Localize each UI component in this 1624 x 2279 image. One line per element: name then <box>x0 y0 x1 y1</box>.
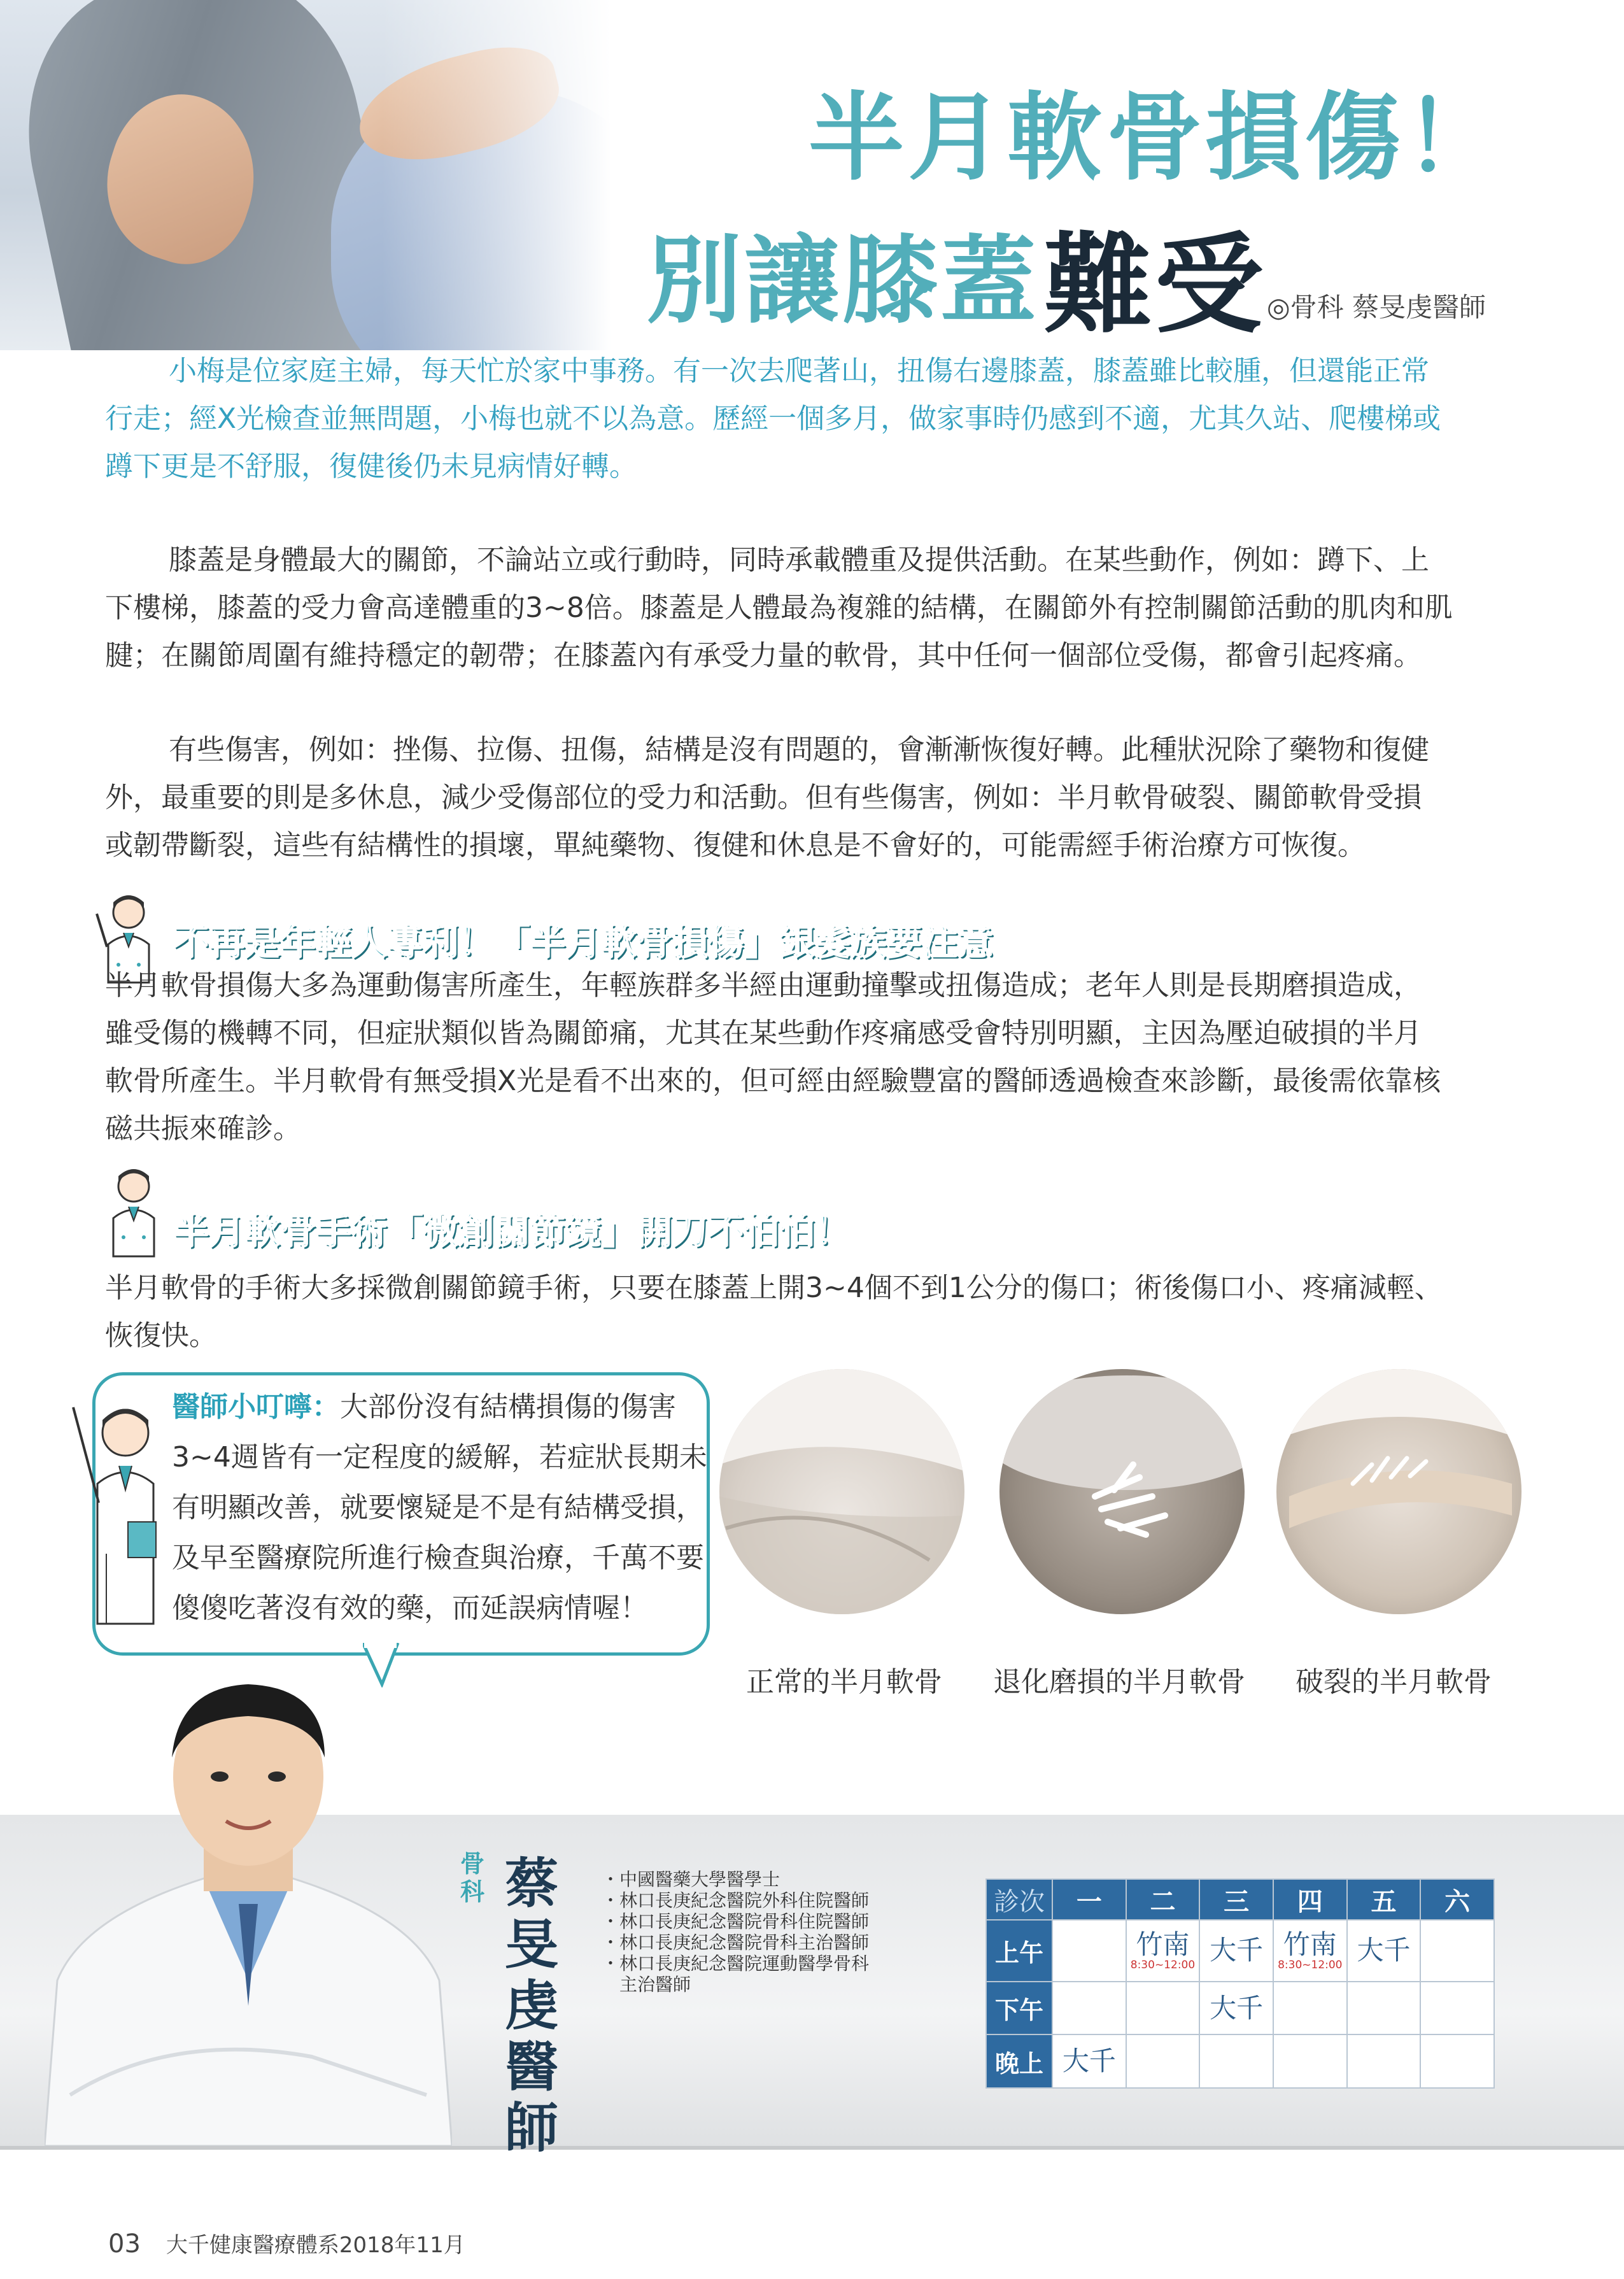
clinic-schedule-table <box>985 1878 1495 2089</box>
tip-line: 傻傻吃著沒有效的藥，而延誤病情喔！ <box>172 1592 648 1624</box>
credential-item: 主治醫師 <box>602 1974 691 1995</box>
schedule-cell: 大千 <box>1347 1920 1421 1982</box>
article-title-line1: 半月軟骨損傷！ <box>808 83 1504 194</box>
schedule-session-label: 晚上 <box>986 2034 1052 2088</box>
credential-item: ・林口長庚紀念醫院外科住院醫師 <box>602 1890 870 1911</box>
intro-line: 蹲下更是不舒服，復健後仍未見病情好轉。 <box>105 450 637 483</box>
caption-torn: 破裂的半月軟骨 <box>1296 1666 1492 1698</box>
body-line: 軟骨所產生。半月軟骨有無受損X光是看不出來的，但可經由經驗豐富的醫師透過檢查來診斷，最後需依靠核 <box>105 1065 1441 1097</box>
intro-line: 小梅是位家庭主婦，每天忙於家中事務。有一次去爬著山，扭傷右邊膝蓋，膝蓋雖比較腫，但還能正常 <box>169 355 1429 387</box>
schedule-cell <box>1126 1982 1200 2035</box>
schedule-cell <box>1420 1920 1494 1982</box>
body-line: 恢復快。 <box>105 1319 217 1352</box>
body-line: 腱；在關節周圍有維持穩定的韌帶；在膝蓋內有承受力量的軟骨，其中任何一個部位受傷，都會引起疼痛。 <box>105 639 1422 672</box>
schedule-row-morning <box>986 1920 1494 1982</box>
schedule-cell <box>1273 2034 1347 2088</box>
doctor-cartoon-icon <box>95 1162 172 1258</box>
doctor-name: 蔡旻虔醫師 <box>504 1852 558 2159</box>
article-title-line2-dark: 難受 <box>1044 222 1266 348</box>
section-1-paragraph <box>105 962 1518 1153</box>
body-line: 膝蓋是身體最大的關節，不論站立或行動時，同時承載體重及提供活動。在某些動作，例如：蹲下、上 <box>169 544 1429 576</box>
body-paragraph-2 <box>105 726 1518 869</box>
schedule-day: 三 <box>1199 1879 1273 1920</box>
schedule-cell: 竹南 8:30~12:00 <box>1126 1920 1200 1982</box>
body-line: 下樓梯，膝蓋的受力會高達體重的3~8倍。膝蓋是人體最為複雜的結構，在關節外有控制關節活動的肌肉和肌 <box>105 592 1453 624</box>
schedule-row-afternoon <box>986 1982 1494 2035</box>
section-heading-1: 不再是年輕人專利！「半月軟骨損傷」銀髮族要注意 <box>173 922 993 963</box>
caption-degenerated: 退化磨損的半月軟骨 <box>993 1666 1245 1698</box>
tip-line: 大部份沒有結構損傷的傷害 <box>340 1391 676 1423</box>
intro-line: 行走；經X光檢查並無問題，小梅也就不以為意。歷經一個多月，做家事時仍感到不適，尤其久站、爬樓梯或 <box>105 402 1441 435</box>
tip-line: 有明顯改善，就要懷疑是不是有結構受損， <box>172 1491 704 1524</box>
credential-item: ・林口長庚紀念醫院骨科主治醫師 <box>602 1932 870 1953</box>
hero-photo-knee-pain <box>0 0 611 350</box>
tip-line: 3~4週皆有一定程度的緩解，若症狀長期未 <box>172 1441 707 1473</box>
credential-item: ・林口長庚紀念醫院運動醫學骨科 <box>602 1953 870 1974</box>
schedule-cell <box>1052 1920 1126 1982</box>
schedule-cell <box>1347 1982 1421 2035</box>
publication-name: 大千健康醫療體系2018年11月 <box>166 2233 465 2258</box>
body-line: 外，最重要的則是多休息，減少受傷部位的受力和活動。但有些傷害，例如：半月軟骨破裂、關節軟骨受損 <box>105 781 1422 814</box>
author-byline: ◎骨科 蔡旻虔醫師 <box>1267 292 1486 323</box>
page-number: 03 <box>108 2229 141 2259</box>
arthroscopy-photo-normal <box>719 1369 964 1614</box>
body-line: 半月軟骨的手術大多採微創關節鏡手術，只要在膝蓋上開3~4個不到1公分的傷口；術後傷口小、疼痛減輕、 <box>105 1272 1443 1304</box>
schedule-cell <box>1420 2034 1494 2088</box>
body-line: 有些傷害，例如：挫傷、拉傷、扭傷，結構是沒有問題的，會漸漸恢復好轉。此種狀況除了藥物和復健 <box>169 734 1429 766</box>
schedule-day: 五 <box>1347 1879 1421 1920</box>
section-heading-2: 半月軟骨手術「微創關節鏡」開刀不怕怕！ <box>173 1211 851 1253</box>
intro-paragraph <box>105 347 1518 490</box>
body-paragraph-1 <box>105 536 1518 679</box>
schedule-row-evening <box>986 2034 1494 2088</box>
schedule-session-label: 下午 <box>986 1982 1052 2035</box>
body-line: 半月軟骨損傷大多為運動傷害所產生，年輕族群多半經由運動撞擊或扭傷造成；老年人則是長期磨損造成， <box>105 969 1422 1002</box>
schedule-cell <box>1052 1982 1126 2035</box>
body-line: 磁共振來確診。 <box>105 1112 301 1145</box>
doctor-pointer-cartoon-icon <box>67 1395 169 1630</box>
arthroscopy-photo-torn <box>1276 1369 1522 1614</box>
credential-item: ・林口長庚紀念醫院骨科住院醫師 <box>602 1911 870 1932</box>
body-line: 雖受傷的機轉不同，但症狀類似皆為關節痛，尤其在某些動作疼痛感受會特別明顯，主因為壓迫破損的半月 <box>105 1017 1422 1049</box>
article-title-line2-teal: 別讓膝蓋 <box>646 226 1039 337</box>
tip-label: 醫師小叮嚀： <box>172 1391 340 1423</box>
section-2-paragraph <box>105 1264 1518 1360</box>
schedule-cell <box>1126 2034 1200 2088</box>
page-footer <box>108 2227 465 2259</box>
doctor-department: 骨科 <box>460 1850 484 1906</box>
schedule-day: 一 <box>1052 1879 1126 1920</box>
body-line: 或韌帶斷裂，這些有結構性的損壞，單純藥物、復健和休息是不會好的，可能需經手術治療方可恢復。 <box>105 829 1366 862</box>
band-divider <box>0 2146 1624 2150</box>
tip-line: 及早至醫療院所進行檢查與治療，千萬不要 <box>172 1542 704 1574</box>
schedule-cell <box>1347 2034 1421 2088</box>
schedule-cell: 大千 <box>1052 2034 1126 2088</box>
doctor-portrait <box>45 1649 452 2146</box>
schedule-cell: 竹南 8:30~12:00 <box>1273 1920 1347 1982</box>
schedule-day: 四 <box>1273 1879 1347 1920</box>
arthroscopy-photo-degenerated <box>999 1369 1245 1614</box>
credential-item: ・中國醫藥大學醫學士 <box>602 1869 780 1890</box>
doctor-tip-text <box>172 1382 707 1633</box>
schedule-corner: 診次 <box>986 1879 1052 1920</box>
schedule-cell: 大千 <box>1199 1920 1273 1982</box>
doctor-credentials <box>602 1869 869 1995</box>
schedule-cell <box>1273 1982 1347 2035</box>
schedule-session-label: 上午 <box>986 1920 1052 1982</box>
schedule-header-row <box>986 1879 1494 1920</box>
schedule-day: 六 <box>1420 1879 1494 1920</box>
schedule-cell: 大千 <box>1199 1982 1273 2035</box>
schedule-cell <box>1199 2034 1273 2088</box>
caption-normal: 正常的半月軟骨 <box>746 1666 942 1698</box>
schedule-cell <box>1420 1982 1494 2035</box>
schedule-day: 二 <box>1126 1879 1200 1920</box>
